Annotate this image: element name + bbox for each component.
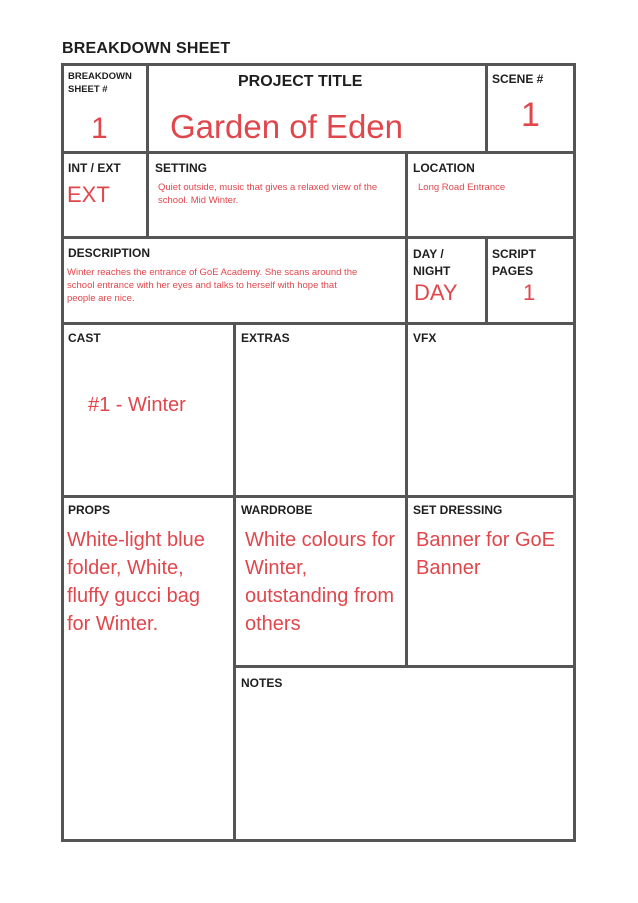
rule-v-r3b [485, 236, 488, 325]
scene-no-label: SCENE # [492, 72, 544, 86]
description-label: DESCRIPTION [68, 246, 151, 260]
int-ext-label: INT / EXT [68, 161, 121, 175]
project-title-value: Garden of Eden [170, 108, 403, 145]
rule-row4 [61, 495, 576, 498]
wardrobe-label: WARDROBE [241, 503, 313, 517]
extras-label: EXTRAS [241, 331, 290, 345]
notes-label: NOTES [241, 676, 283, 690]
int-ext-value: EXT [67, 182, 110, 207]
location-value: Long Road Entrance [418, 182, 506, 193]
props-label: PROPS [68, 503, 111, 517]
day-night-label: DAY / NIGHT [413, 247, 451, 278]
day-night-value: DAY [414, 280, 458, 305]
rule-v-r3a [405, 236, 408, 325]
cast-value: #1 - Winter [88, 394, 186, 416]
border-left [61, 63, 64, 842]
set-dressing-value: Banner for GoE Banner [416, 529, 555, 579]
wardrobe-value: White colours for Winter, outstanding from others [245, 529, 396, 635]
border-right [573, 63, 576, 842]
description-value: Winter reaches the entrance of GoE Academy. She scans around the school entrance with her eyes and talks to herself with hope that people are nice. [67, 267, 358, 304]
breakdown-sheet-no-label: BREAKDOWN SHEET # [68, 71, 132, 95]
rule-row2 [61, 236, 576, 239]
border-top [61, 63, 576, 66]
scene-no-value: 1 [521, 96, 540, 134]
sheet-title: BREAKDOWN SHEET [62, 40, 231, 57]
rule-v-r4b [405, 322, 408, 668]
border-bottom [61, 839, 576, 842]
set-dressing-label: SET DRESSING [413, 503, 503, 517]
cast-label: CAST [68, 331, 101, 345]
rule-row1 [61, 151, 576, 154]
rule-v-r1b [485, 63, 488, 154]
script-pages-label: SCRIPT PAGES [492, 247, 537, 278]
location-label: LOCATION [413, 161, 475, 175]
rule-v-r1a [146, 63, 149, 154]
rule-v-r2b [405, 151, 408, 239]
rule-v-r2a [146, 151, 149, 239]
props-value: White-light blue folder, White, fluffy gucci bag for Winter. [67, 529, 205, 635]
rule-v-r4a [233, 322, 236, 842]
script-pages-value: 1 [523, 280, 536, 305]
project-title-label: PROJECT TITLE [238, 73, 363, 90]
setting-value: Quiet outside, music that gives a relaxed view of the school. Mid Winter. [158, 182, 378, 206]
rule-row3 [61, 322, 576, 325]
vfx-label: VFX [413, 331, 437, 345]
setting-label: SETTING [155, 161, 208, 175]
breakdown-sheet-no-value: 1 [91, 112, 108, 145]
